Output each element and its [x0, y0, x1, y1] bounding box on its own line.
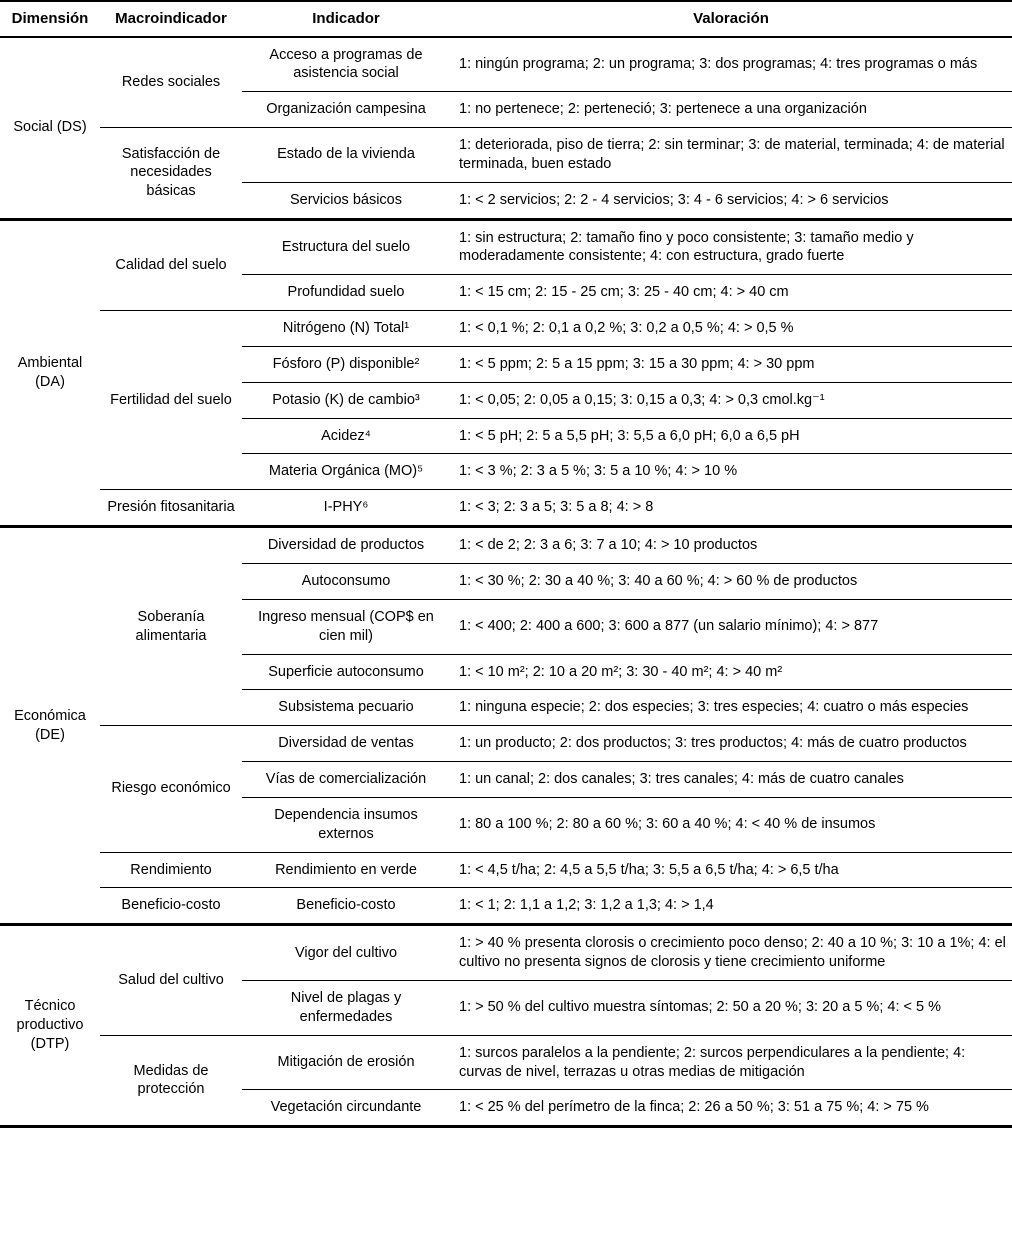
indicator-cell: Acceso a programas de asistencia social — [242, 37, 450, 92]
indicator-cell: Vías de comercialización — [242, 762, 450, 798]
header-row — [0, 1, 1012, 37]
dimension-cell: Social (DS) — [0, 37, 100, 220]
indicator-cell: Beneficio-costo — [242, 888, 450, 925]
valoracion-cell: 1: < 15 cm; 2: 15 - 25 cm; 3: 25 - 40 cm; 4: > 40 cm — [450, 275, 1012, 311]
column-header-indicador: Indicador — [242, 1, 450, 37]
valoracion-cell: 1: < de 2; 2: 3 a 6; 3: 7 a 10; 4: > 10 productos — [450, 527, 1012, 564]
table-row — [0, 925, 1012, 981]
dimension-cell: Económica (DE) — [0, 527, 100, 925]
indicator-cell: Rendimiento en verde — [242, 852, 450, 888]
table-row — [0, 128, 1012, 183]
indicator-cell: Superficie autoconsumo — [242, 654, 450, 690]
valoracion-cell: 1: < 30 %; 2: 30 a 40 %; 3: 40 a 60 %; 4: > 60 % de productos — [450, 564, 1012, 600]
valoracion-cell: 1: ningún programa; 2: un programa; 3: dos programas; 4: tres programas o más — [450, 37, 1012, 92]
valoracion-cell: 1: 80 a 100 %; 2: 80 a 60 %; 3: 60 a 40 %; 4: < 40 % de insumos — [450, 797, 1012, 852]
valoracion-cell: 1: < 25 % del perímetro de la finca; 2: 26 a 50 %; 3: 51 a 75 %; 4: > 75 % — [450, 1090, 1012, 1127]
table-row — [0, 219, 1012, 275]
indicator-cell: Estado de la vivienda — [242, 128, 450, 183]
valoracion-cell: 1: < 1; 2: 1,1 a 1,2; 3: 1,2 a 1,3; 4: > 1,4 — [450, 888, 1012, 925]
valoracion-cell: 1: < 0,05; 2: 0,05 a 0,15; 3: 0,15 a 0,3; 4: > 0,3 cmol.kg⁻¹ — [450, 382, 1012, 418]
indicator-cell: Acidez⁴ — [242, 418, 450, 454]
column-header-macroindicador: Macroindicador — [100, 1, 242, 37]
table-row — [0, 527, 1012, 564]
table-row — [0, 490, 1012, 527]
valoracion-cell: 1: < 0,1 %; 2: 0,1 a 0,2 %; 3: 0,2 a 0,5 %; 4: > 0,5 % — [450, 311, 1012, 347]
valoracion-cell: 1: < 4,5 t/ha; 2: 4,5 a 5,5 t/ha; 3: 5,5 a 6,5 t/ha; 4: > 6,5 t/ha — [450, 852, 1012, 888]
indicator-cell: Dependencia insumos externos — [242, 797, 450, 852]
indicator-cell: Estructura del suelo — [242, 219, 450, 275]
macroindicator-cell: Calidad del suelo — [100, 219, 242, 311]
table-row — [0, 888, 1012, 925]
indicator-cell: Nivel de plagas y enfermedades — [242, 980, 450, 1035]
indicator-cell: Profundidad suelo — [242, 275, 450, 311]
indicator-cell: Vegetación circundante — [242, 1090, 450, 1127]
indicator-cell: Subsistema pecuario — [242, 690, 450, 726]
valoracion-cell: 1: deteriorada, piso de tierra; 2: sin terminar; 3: de material, terminada; 4: de material terminada, buen estado — [450, 128, 1012, 183]
macroindicator-cell: Beneficio-costo — [100, 888, 242, 925]
valoracion-cell: 1: < 2 servicios; 2: 2 - 4 servicios; 3: 4 - 6 servicios; 4: > 6 servicios — [450, 182, 1012, 219]
table-row — [0, 1035, 1012, 1090]
indicator-cell: Ingreso mensual (COP$ en cien mil) — [242, 599, 450, 654]
indicator-cell: Diversidad de productos — [242, 527, 450, 564]
indicator-cell: Materia Orgánica (MO)⁵ — [242, 454, 450, 490]
macroindicator-cell: Presión fitosanitaria — [100, 490, 242, 527]
table-row — [0, 852, 1012, 888]
column-header-dimension: Dimensión — [0, 1, 100, 37]
indicator-cell: Potasio (K) de cambio³ — [242, 382, 450, 418]
indicator-cell: Vigor del cultivo — [242, 925, 450, 981]
indicator-cell: Organización campesina — [242, 92, 450, 128]
valoracion-cell: 1: < 3 %; 2: 3 a 5 %; 3: 5 a 10 %; 4: > 10 % — [450, 454, 1012, 490]
table-row — [0, 726, 1012, 762]
dimension-cell: Ambiental (DA) — [0, 219, 100, 527]
macroindicator-cell: Redes sociales — [100, 37, 242, 128]
valoracion-cell: 1: < 400; 2: 400 a 600; 3: 600 a 877 (un salario mínimo); 4: > 877 — [450, 599, 1012, 654]
valoracion-cell: 1: sin estructura; 2: tamaño fino y poco consistente; 3: tamaño medio y moderadamente consistente; 4: con estructura, grado fuerte — [450, 219, 1012, 275]
valoracion-cell: 1: no pertenece; 2: perteneció; 3: pertenece a una organización — [450, 92, 1012, 128]
indicator-cell: Servicios básicos — [242, 182, 450, 219]
valoracion-cell: 1: < 5 pH; 2: 5 a 5,5 pH; 3: 5,5 a 6,0 pH; 6,0 a 6,5 pH — [450, 418, 1012, 454]
valoracion-cell: 1: > 40 % presenta clorosis o crecimiento poco denso; 2: 40 a 10 %; 3: 10 a 1%; 4: el cultivo no presenta signos de clorosis y tiene crecimiento uniforme — [450, 925, 1012, 981]
valoracion-cell: 1: un producto; 2: dos productos; 3: tres productos; 4: más de cuatro productos — [450, 726, 1012, 762]
macroindicator-cell: Fertilidad del suelo — [100, 311, 242, 490]
column-header-valoracion: Valoración — [450, 1, 1012, 37]
indicator-cell: Diversidad de ventas — [242, 726, 450, 762]
macroindicator-cell: Satisfacción de necesidades básicas — [100, 128, 242, 220]
valoracion-cell: 1: surcos paralelos a la pendiente; 2: surcos perpendiculares a la pendiente; 4: curvas de nivel, terrazas u otras medias de mitigación — [450, 1035, 1012, 1090]
indicator-cell: I-PHY⁶ — [242, 490, 450, 527]
indicator-cell: Nitrógeno (N) Total¹ — [242, 311, 450, 347]
macroindicator-cell: Salud del cultivo — [100, 925, 242, 1035]
valoracion-cell: 1: > 50 % del cultivo muestra síntomas; 2: 50 a 20 %; 3: 20 a 5 %; 4: < 5 % — [450, 980, 1012, 1035]
macroindicator-cell: Medidas de protección — [100, 1035, 242, 1127]
valoracion-cell: 1: < 10 m²; 2: 10 a 20 m²; 3: 30 - 40 m²; 4: > 40 m² — [450, 654, 1012, 690]
table-row — [0, 37, 1012, 92]
macroindicator-cell: Riesgo económico — [100, 726, 242, 852]
indicator-cell: Mitigación de erosión — [242, 1035, 450, 1090]
valoracion-cell: 1: un canal; 2: dos canales; 3: tres canales; 4: más de cuatro canales — [450, 762, 1012, 798]
macroindicator-cell: Rendimiento — [100, 852, 242, 888]
macroindicator-cell: Soberanía alimentaria — [100, 527, 242, 726]
valoracion-cell: 1: < 3; 2: 3 a 5; 3: 5 a 8; 4: > 8 — [450, 490, 1012, 527]
valoracion-cell: 1: ninguna especie; 2: dos especies; 3: tres especies; 4: cuatro o más especies — [450, 690, 1012, 726]
dimension-cell: Técnico productivo (DTP) — [0, 925, 100, 1127]
valoracion-cell: 1: < 5 ppm; 2: 5 a 15 ppm; 3: 15 a 30 ppm; 4: > 30 ppm — [450, 346, 1012, 382]
indicator-cell: Fósforo (P) disponible² — [242, 346, 450, 382]
table-row — [0, 311, 1012, 347]
indicator-cell: Autoconsumo — [242, 564, 450, 600]
